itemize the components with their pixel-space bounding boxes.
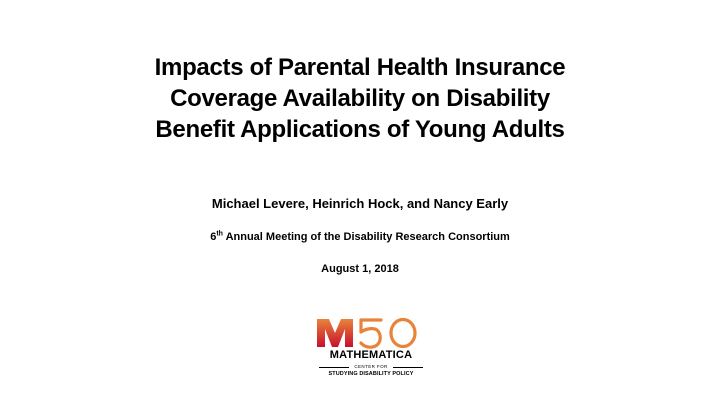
m50-emblem-icon	[315, 316, 427, 350]
emblem-digit-0	[391, 320, 415, 347]
slide-title	[60, 52, 660, 145]
title-line-3: Benefit Applications of Young Adults	[155, 116, 565, 143]
title-line-2: Coverage Availability on Disability	[170, 85, 550, 112]
logo-subline-center-for: CENTER FOR	[354, 364, 388, 369]
meeting-ordinal-number: 6	[210, 231, 217, 243]
mathematica-logo	[315, 316, 427, 382]
authors-line: Michael Levere, Heinrich Hock, and Nancy Early	[211, 196, 509, 211]
presentation-date: August 1, 2018	[321, 263, 399, 275]
emblem-digit-5	[361, 320, 381, 347]
logo-rule-right	[393, 367, 423, 368]
logo-subline-disability-policy: STUDYING DISABILITY POLICY	[328, 371, 414, 377]
meeting-ordinal-suffix: th	[216, 230, 223, 238]
logo-wordmark: MATHEMATICA	[329, 349, 413, 361]
meeting-line	[60, 230, 660, 244]
meeting-name: Annual Meeting of the Disability Research Consortium	[222, 231, 510, 243]
title-line-1: Impacts of Parental Health Insurance	[154, 54, 566, 81]
emblem-m-shape	[317, 319, 353, 347]
